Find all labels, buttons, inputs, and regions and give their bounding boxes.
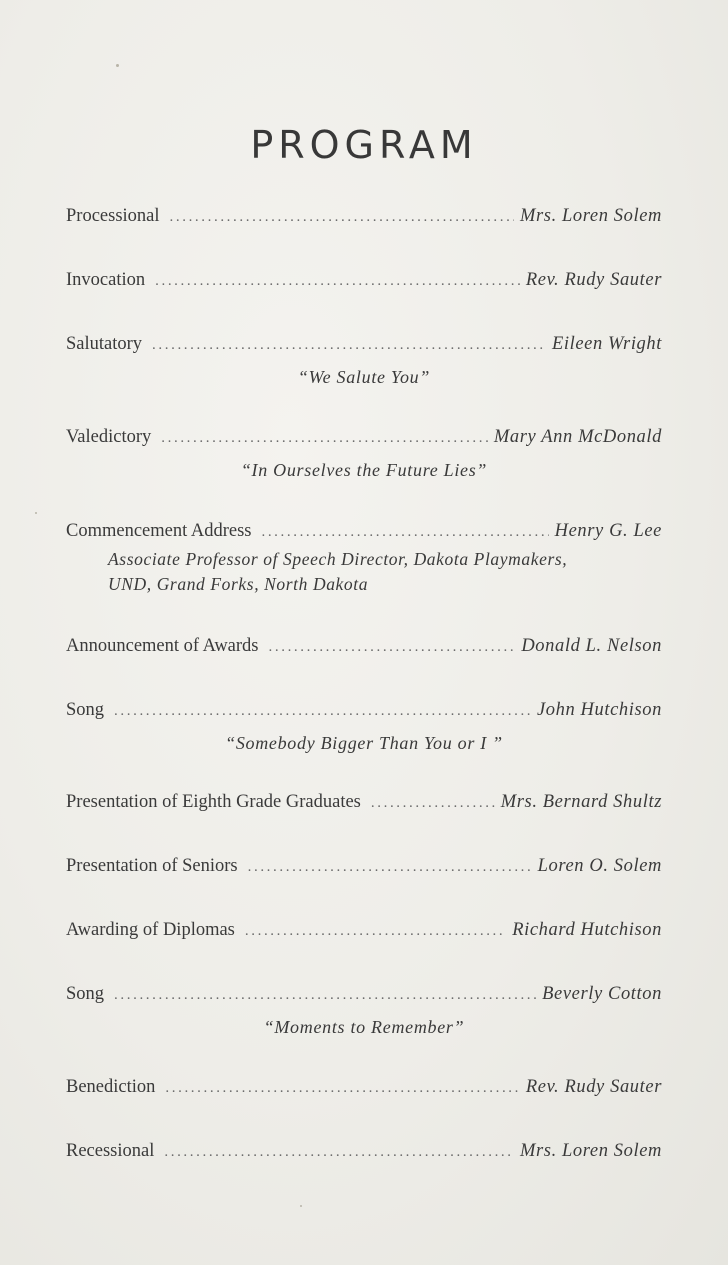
item-person: Mrs. Bernard Shultz bbox=[500, 792, 662, 812]
dot-leader bbox=[165, 1077, 519, 1099]
program-item-salutatory bbox=[66, 333, 662, 388]
item-person: Loren O. Solem bbox=[537, 856, 662, 876]
paper-speck bbox=[300, 1205, 302, 1207]
item-role: Song bbox=[66, 700, 105, 720]
program-row bbox=[66, 635, 662, 658]
program-row bbox=[66, 1076, 662, 1099]
dot-leader bbox=[114, 984, 536, 1006]
program-row bbox=[66, 333, 662, 356]
item-role: Song bbox=[66, 984, 105, 1004]
item-role: Invocation bbox=[66, 270, 146, 290]
dot-leader bbox=[248, 856, 532, 878]
item-person: Beverly Cotton bbox=[542, 984, 662, 1004]
item-person: Mrs. Loren Solem bbox=[519, 206, 662, 226]
item-detail-line-1: Associate Professor of Speech Director, Dakota Playmakers, bbox=[108, 549, 568, 569]
item-role: Presentation of Eighth Grade Graduates bbox=[66, 792, 361, 812]
program-item-commencement-address bbox=[66, 520, 662, 597]
item-role: Commencement Address bbox=[66, 521, 252, 541]
program-row bbox=[66, 1140, 662, 1163]
item-subtitle: “Somebody Bigger Than You or I ” bbox=[225, 733, 503, 753]
item-role: Recessional bbox=[66, 1141, 155, 1161]
item-role: Salutatory bbox=[66, 334, 143, 354]
program-item-recessional bbox=[66, 1140, 662, 1163]
program-row bbox=[66, 205, 662, 228]
dot-leader bbox=[269, 636, 516, 658]
item-person: John Hutchison bbox=[536, 700, 662, 720]
dot-leader bbox=[114, 700, 531, 722]
item-person: Donald L. Nelson bbox=[521, 636, 662, 656]
program-item-diplomas bbox=[66, 919, 662, 942]
item-detail-line-2: UND, Grand Forks, North Dakota bbox=[108, 574, 369, 594]
dot-leader bbox=[261, 521, 548, 543]
dot-leader bbox=[170, 206, 514, 228]
program-item-valedictory bbox=[66, 426, 662, 481]
item-person: Henry G. Lee bbox=[554, 521, 662, 541]
item-person: Eileen Wright bbox=[551, 334, 662, 354]
dot-leader bbox=[161, 427, 488, 449]
item-subtitle: “Moments to Remember” bbox=[263, 1017, 465, 1037]
item-role: Valedictory bbox=[66, 427, 152, 447]
paper-speck bbox=[35, 512, 37, 514]
program-row bbox=[66, 269, 662, 292]
program-row bbox=[66, 426, 662, 449]
program-row bbox=[66, 983, 662, 1006]
program-row bbox=[66, 699, 662, 722]
program-row bbox=[66, 919, 662, 942]
dot-leader bbox=[155, 270, 520, 292]
item-role: Presentation of Seniors bbox=[66, 856, 238, 876]
item-person: Rev. Rudy Sauter bbox=[525, 270, 662, 290]
program-row bbox=[66, 791, 662, 814]
program-item-benediction bbox=[66, 1076, 662, 1099]
item-role: Announcement of Awards bbox=[66, 636, 259, 656]
program-row bbox=[66, 855, 662, 878]
item-person: Mrs. Loren Solem bbox=[519, 1141, 662, 1161]
dot-leader bbox=[245, 920, 506, 942]
program-item-seniors bbox=[66, 855, 662, 878]
item-person: Mary Ann McDonald bbox=[493, 427, 662, 447]
item-role: Benediction bbox=[66, 1077, 156, 1097]
paper-speck bbox=[116, 64, 119, 67]
program-row bbox=[66, 520, 662, 543]
program-item-eighth-grade bbox=[66, 791, 662, 814]
program-item-announcement-of-awards bbox=[66, 635, 662, 658]
program-item-invocation bbox=[66, 269, 662, 292]
program-item-song-1 bbox=[66, 699, 662, 754]
item-subtitle: “We Salute You” bbox=[297, 367, 431, 387]
dot-leader bbox=[164, 1141, 514, 1163]
item-person: Richard Hutchison bbox=[512, 920, 662, 940]
item-person: Rev. Rudy Sauter bbox=[525, 1077, 662, 1097]
program-item-song-2 bbox=[66, 983, 662, 1038]
program-item-processional bbox=[66, 205, 662, 228]
page-title: PROGRAM bbox=[250, 123, 478, 168]
item-role: Awarding of Diplomas bbox=[66, 920, 235, 940]
item-role: Processional bbox=[66, 206, 160, 226]
dot-leader bbox=[371, 792, 495, 814]
item-subtitle: “In Ourselves the Future Lies” bbox=[240, 460, 488, 480]
dot-leader bbox=[152, 334, 546, 356]
